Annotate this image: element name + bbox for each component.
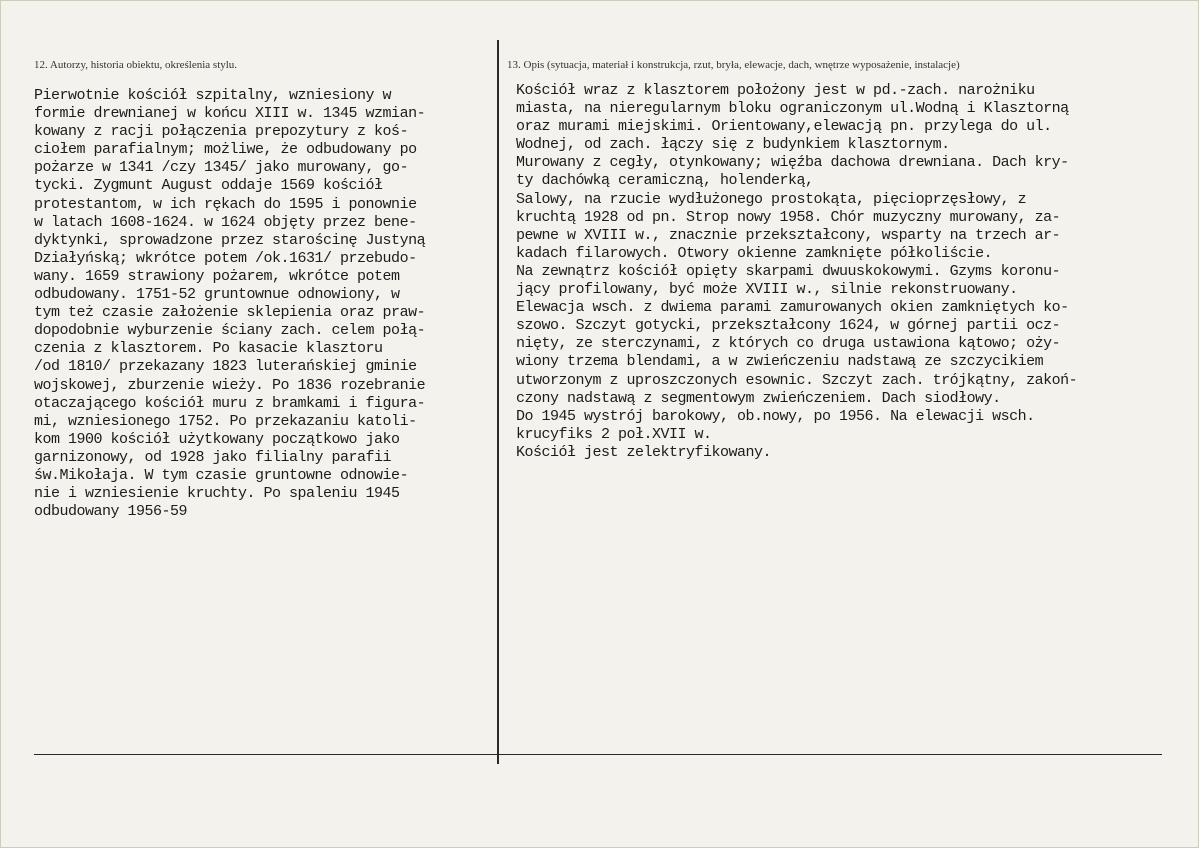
text-line: czony nadstawą z segmentowym zwieńczeniem. Dach siodłowy. <box>516 389 1001 407</box>
text-line: Kościół jest zelektryfikowany. <box>516 443 772 461</box>
text-line: wojskowej, zburzenie wieży. Po 1836 rozebranie <box>34 376 426 394</box>
text-line: protestantom, w ich rękach do 1595 i ponownie <box>34 195 417 213</box>
description-section-header: 13. Opis (sytuacja, materiał i konstrukcja, rzut, bryła, elewacje, dach, wnętrze wyposażenie, instalacje) <box>507 59 960 71</box>
text-line: Kościół wraz z klasztorem położony jest w pd.-zach. narożniku <box>516 82 1035 99</box>
description-text <box>516 82 1168 462</box>
text-line: kom 1900 kościół użytkowany początkowo jako <box>34 430 400 448</box>
bottom-rule <box>34 754 1162 755</box>
history-text <box>34 87 489 521</box>
text-line: szowo. Szczyt gotycki, przekształcony 1624, w górnej partii ocz- <box>516 317 1061 335</box>
text-line: czenia z klasztorem. Po kasacie klasztoru <box>34 340 383 358</box>
text-line: nięty, ze sterczynami, z których co druga ustawiona kątowo; oży- <box>516 335 1061 353</box>
text-line: odbudowany. 1751-52 gruntownue odnowiony, w <box>34 286 400 304</box>
history-section-header: 12. Autorzy, historia obiektu, określenia stylu. <box>34 59 238 71</box>
text-line: Działyńską; wkrótce potem /ok.1631/ przebudo- <box>34 249 417 267</box>
text-line: kadach filarowych. Otwory okienne zamknięte półkoliście. <box>516 244 993 262</box>
text-line: Murowany z cegły, otynkowany; więźba dachowa drewniana. Dach kry- <box>516 154 1069 172</box>
text-line: ciołem parafialnym; możliwe, że odbudowany po <box>34 141 417 159</box>
text-line: Do 1945 wystrój barokowy, ob.nowy, po 1956. Na elewacji wsch. <box>516 407 1035 425</box>
text-line: Elewacja wsch. z dwiema parami zamurowanych okien zamkniętych ko- <box>516 299 1069 317</box>
text-line: garnizonowy, od 1928 jako filialny parafii <box>34 448 392 466</box>
text-line: otaczającego kościół muru z bramkami i figura- <box>34 394 426 412</box>
text-line: wany. 1659 strawiony pożarem, wkrótce potem <box>34 267 400 285</box>
text-line: oraz murami miejskimi. Orientowany,elewacją pn. przylega do ul. <box>516 118 1052 136</box>
text-line: /od 1810/ przekazany 1823 luterańskiej gminie <box>34 358 417 376</box>
text-line: pewne w XVIII w., znacznie przekształcony, wsparty na trzech ar- <box>516 226 1061 244</box>
text-line: nie i wzniesienie kruchty. Po spaleniu 1945 <box>34 485 400 503</box>
text-line: utworzonym z uproszczonych esownic. Szczyt zach. trójkątny, zakoń- <box>516 371 1078 389</box>
text-line: kruchtą 1928 od pn. Strop nowy 1958. Chór muzyczny murowany, za- <box>516 208 1061 226</box>
text-line: odbudowany 1956-59 <box>34 503 188 521</box>
text-line: formie drewnianej w końcu XIII w. 1345 wzmian- <box>34 105 426 123</box>
text-line: dyktynki, sprowadzone przez starościnę Justyną <box>34 231 426 249</box>
text-line: dopodobnie wyburzenie ściany zach. celem połą- <box>34 322 426 340</box>
text-line: tycki. Zygmunt August oddaje 1569 kościół <box>34 177 383 195</box>
text-line: w latach 1608-1624. w 1624 objęty przez bene- <box>34 213 417 231</box>
text-line: wiony trzema blendami, a w zwieńczeniu nadstawą ze szczycikiem <box>516 353 1044 371</box>
text-line: jący profilowany, być może XVIII w., silnie rekonstruowany. <box>516 281 1018 299</box>
text-line: miasta, na nieregularnym bloku ograniczonym ul.Wodną i Klasztorną <box>516 100 1069 118</box>
text-line: pożarze w 1341 /czy 1345/ jako murowany, go- <box>34 159 409 177</box>
text-line: Pierwotnie kościół szpitalny, wzniesiony w <box>34 87 392 104</box>
text-line: kowany z racji połączenia prepozytury z koś- <box>34 123 409 141</box>
text-line: św.Mikołaja. W tym czasie gruntowne odnowie- <box>34 466 409 484</box>
text-line: krucyfiks 2 poł.XVII w. <box>516 425 712 443</box>
text-line: tym też czasie założenie sklepienia oraz praw- <box>34 304 426 322</box>
text-line: Wodnej, od zach. łączy się z budynkiem klasztornym. <box>516 136 950 154</box>
text-line: mi, wzniesionego 1752. Po przekazaniu katoli- <box>34 412 417 430</box>
text-line: ty dachówką ceramiczną, holenderką, <box>516 172 814 190</box>
text-line: Na zewnątrz kościół opięty skarpami dwuuskokowymi. Gzyms koronu- <box>516 262 1061 280</box>
column-divider <box>497 40 499 764</box>
text-line: Salowy, na rzucie wydłużonego prostokąta, pięcioprzęsłowy, z <box>516 190 1027 208</box>
